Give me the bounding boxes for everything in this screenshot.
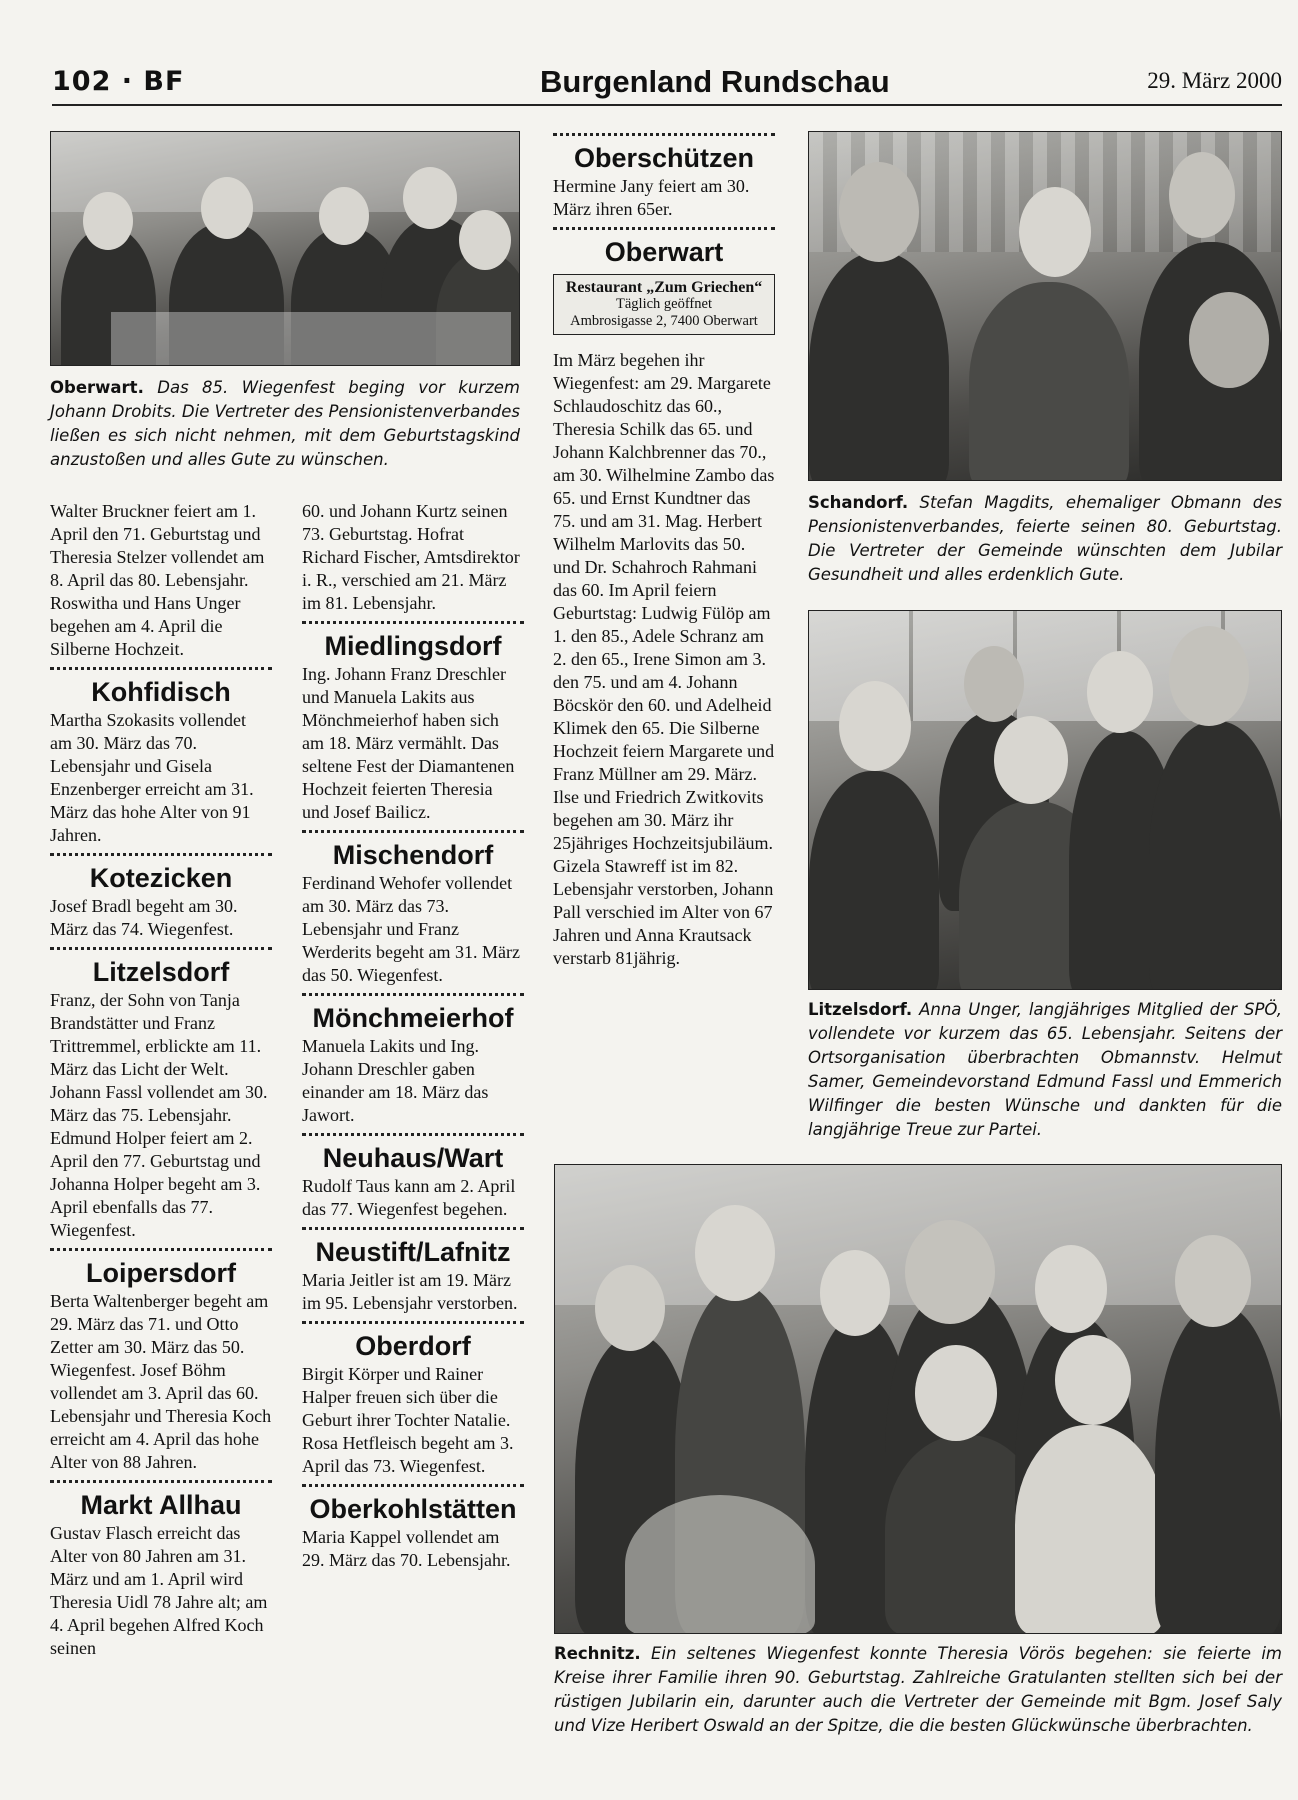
dotted-divider [50, 853, 272, 856]
ad-address: Ambrosigasse 2, 7400 Oberwart [570, 313, 758, 329]
dotted-divider [302, 621, 524, 624]
article-text: Rudolf Taus kann am 2. April das 77. Wiegenfest begehen. [302, 1176, 516, 1219]
article-text: Josef Bradl begeht am 30. März das 74. Wiegenfest. [50, 896, 238, 939]
town-heading: Loipersdorf [85, 1258, 236, 1288]
page-number: 102 · BF [52, 66, 185, 97]
text-column-1 [50, 500, 272, 1660]
town-heading: Oberdorf [355, 1331, 471, 1361]
ad-name: Restaurant „Zum Griechen“ [565, 279, 763, 296]
caption-oberwart [50, 376, 520, 472]
page-header [52, 62, 1282, 106]
article-text: Birgit Körper und Rainer Halper freuen sich über die Geburt ihrer Tochter Natalie. Rosa Hetfleisch begeht am 3. April das 73. Wiegenfest. [302, 1364, 514, 1476]
dotted-divider [50, 947, 272, 950]
dotted-divider [302, 1484, 524, 1487]
photo-rechnitz [554, 1164, 1282, 1634]
caption-rechnitz [554, 1642, 1282, 1738]
issue-date: 29. März 2000 [1147, 68, 1282, 93]
article-text: Maria Jeitler ist am 19. März im 95. Lebensjahr verstorben. [302, 1270, 518, 1313]
article-text: Gustav Flasch erreicht das Alter von 80 Jahren am 31. März und am 1. April wird Theresia Uidl 78 Jahre alt; am 4. April begehen Alfred Koch seinen [50, 1523, 268, 1658]
dotted-divider [302, 830, 524, 833]
article-text: Ferdinand Wehofer vollendet am 30. März das 73. Lebensjahr und Franz Werderits begeht am 31. März das 50. Wiegenfest. [302, 873, 520, 985]
dotted-divider [553, 133, 775, 136]
town-heading: Mönchmeierhof [312, 1003, 514, 1033]
ad-hours: Täglich geöffnet [616, 296, 712, 312]
caption-location: Litzelsdorf. [808, 1000, 913, 1019]
town-heading: Neuhaus/Wart [322, 1143, 504, 1173]
town-heading: Oberwart [604, 237, 724, 267]
paper-title: Burgenland Rundschau [540, 64, 890, 99]
restaurant-ad [553, 274, 775, 335]
town-heading: Kohfidisch [91, 677, 231, 707]
caption-text: Das 85. Wiegenfest beging vor kurzem Johann Drobits. Die Vertreter des Pensionistenverbandes ließen es sich nicht nehmen, mit dem Geburtstagskind anzustoßen und alles Gute zu wünschen. [50, 378, 520, 469]
article-text: Martha Szokasits vollendet am 30. März das 70. Lebensjahr und Gisela Enzenberger erreicht am 31. März das hohe Alter von 91 Jahren. [50, 710, 254, 845]
article-text: Im März begehen ihr Wiegenfest: am 29. Margarete Schlaudoschitz das 60., Theresia Schilk das 65. und Johann Kalchbrenner das 70., am 30. Wilhelmine Zambo das 65. und Ernst Kundtner das 75. und am 31. Mag. Herbert Wilhelm Marlovits das 50. und Dr. Schahroch Rahmani das 60. Im April feiern Geburtstag: Ludwig Fülöp am 1. den 85., Adele Schranz am 2. den 65., Irene Simon am 3. den 75. und am 4. Johann Böcskör den 60. und Adelheid Klimek den 65. Die Silberne Hochzeit feiern Margarete und Franz Müllner am 29. März. Ilse und Friedrich Zwitkovits begehen am 30. März ihr 25jähriges Hochzeitsjubiläum. Gizela Stawreff ist im 82. Lebensjahr verstorben, Johann Pall verschied im Alter von 67 Jahren und Anna Krautsack verstarb 81jährig. [553, 350, 775, 968]
photo-oberwart [50, 131, 520, 366]
town-heading: Mischendorf [332, 840, 494, 870]
dotted-divider [50, 1480, 272, 1483]
town-heading: Oberkohlstätten [309, 1494, 517, 1524]
article-text: Hermine Jany feiert am 30. März ihren 65er. [553, 176, 750, 219]
town-heading: Litzelsdorf [92, 957, 230, 987]
town-heading: Oberschützen [573, 143, 755, 173]
article-text: Maria Kappel vollendet am 29. März das 70. Lebensjahr. [302, 1527, 511, 1570]
article-text: Ing. Johann Franz Dreschler und Manuela Lakits aus Mönchmeierhof haben sich am 18. März vermählt. Das seltene Fest der Diamantenen Hochzeit feierten Theresia und Josef Bailicz. [302, 664, 515, 822]
town-heading: Miedlingsdorf [324, 631, 502, 661]
caption-text: Anna Unger, langjähriges Mitglied der SPÖ, vollendete vor kurzem das 65. Lebensjahr. Seitens der Ortsorganisation überbrachten Obmannstv. Helmut Samer, Gemeindevorstand Edmund Fassl und Emmerich Wilfinger die besten Wünsche und dankten für die langjährige Treue zur Partei. [808, 1000, 1282, 1139]
dotted-divider [553, 227, 775, 230]
caption-text: Ein seltenes Wiegenfest konnte Theresia Vörös begehen: sie feierte im Kreise ihrer Familie ihren 90. Geburtstag. Zahlreiche Gratulanten stellten sich bei der rüstigen Jubilarin ein, darunter auch die Vertreter der Gemeinde mit Bgm. Josef Saly und Vize Heribert Oswald an der Spitze, die die besten Glückwünsche überbrachten. [554, 1644, 1282, 1735]
dotted-divider [302, 1133, 524, 1136]
article-intro: 60. und Johann Kurtz seinen 73. Geburtstag. Hofrat Richard Fischer, Amtsdirektor i. R., verschied am 21. März im 81. Lebensjahr. [302, 501, 520, 613]
town-heading: Kotezicken [89, 863, 233, 893]
photo-litzelsdorf [808, 610, 1282, 990]
article-text: Manuela Lakits und Ing. Johann Dreschler gaben einander am 18. März das Jawort. [302, 1036, 489, 1125]
dotted-divider [302, 993, 524, 996]
text-column-3 [553, 131, 775, 970]
dotted-divider [50, 667, 272, 670]
dotted-divider [302, 1321, 524, 1324]
article-intro: Walter Bruckner feiert am 1. April den 71. Geburtstag und Theresia Stelzer vollendet am 8. April das 80. Lebensjahr. Roswitha und Hans Unger begehen am 4. April die Silberne Hochzeit. [50, 501, 265, 659]
article-text: Franz, der Sohn von Tanja Brandstätter und Franz Trittremmel, erblickte am 11. März das Licht der Welt. Johann Fassl vollendet am 30. März das 75. Lebensjahr. Edmund Holper feiert am 2. April den 77. Geburtstag und Johanna Holper begeht am 3. April ebenfalls das 77. Wiegenfest. [50, 990, 268, 1240]
caption-location: Rechnitz. [554, 1644, 641, 1663]
caption-location: Oberwart. [50, 378, 144, 397]
dotted-divider [302, 1227, 524, 1230]
text-column-2 [302, 500, 524, 1572]
town-heading: Neustift/Lafnitz [315, 1237, 511, 1267]
town-heading: Markt Allhau [80, 1490, 242, 1520]
article-text: Berta Waltenberger begeht am 29. März das 71. und Otto Zetter am 30. März das 50. Wiegenfest. Josef Böhm vollendet am 3. April das 60. Lebensjahr und Theresia Koch erreicht am 4. April das hohe Alter von 88 Jahren. [50, 1291, 272, 1472]
caption-schandorf [808, 491, 1282, 587]
caption-litzelsdorf [808, 998, 1282, 1142]
photo-schandorf [808, 131, 1282, 481]
caption-text: Stefan Magdits, ehemaliger Obmann des Pensionistenverbandes, feierte seinen 80. Geburtstag. Die Vertreter der Gemeinde wünschten dem Jubilar Gesundheit und alles erdenklich Gute. [808, 493, 1282, 584]
dotted-divider [50, 1248, 272, 1251]
caption-location: Schandorf. [808, 493, 909, 512]
